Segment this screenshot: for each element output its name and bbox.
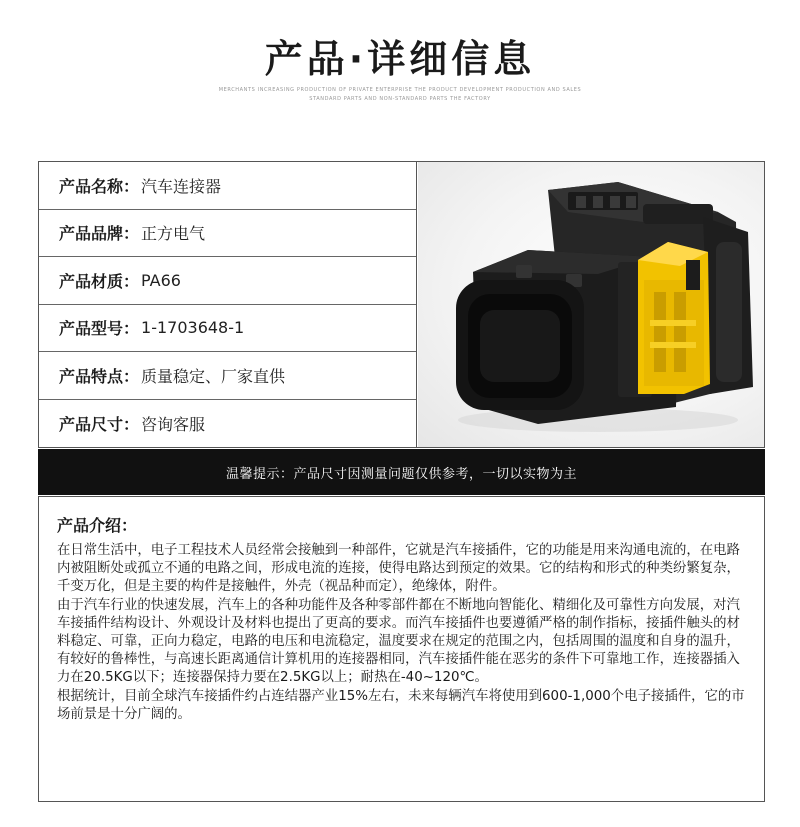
spec-label: 产品名称： — [59, 176, 140, 196]
spec-row-size — [39, 400, 416, 448]
spec-value: 1-1703648-1 — [141, 318, 245, 338]
spec-row-model — [39, 305, 416, 353]
connector-illustration — [418, 162, 764, 447]
spec-value: PA66 — [141, 270, 181, 290]
page-subtitle — [0, 86, 800, 104]
spec-label: 产品尺寸： — [59, 414, 140, 434]
intro-paragraph: 由于汽车行业的快速发展，汽车上的各种功能件及各种零部件都在不断地向智能化、精细化及可靠性方向发展，对汽车接插件结构设计、外观设计及材料也提出了更高的要求。而汽车接插件也要遵循严格的制作指标，接插件触头的材料稳定、可靠，正向力稳定，电路的电压和电流稳定，温度要求在规定的范围之内，包括周围的温度和自身的温升，有较好的鲁棒性，与高速长距离通信计算机用的连接器相同，汽车接插件能在恶劣的条件下可靠地工作，连接器插入力在20.5KG以下；连接器保持力要在2.5KG以上；耐热在-40~120℃。 — [57, 597, 740, 686]
spec-row-name — [39, 162, 416, 210]
page-title: 产品·详细信息 — [264, 37, 536, 81]
spec-label: 产品型号： — [59, 319, 140, 339]
spec-row-brand — [39, 210, 416, 258]
spec-value: 汽车连接器 — [141, 176, 222, 196]
spec-value: 正方电气 — [141, 224, 206, 244]
intro-heading: 产品介绍： — [57, 516, 138, 535]
intro-paragraph: 在日常生活中，电子工程技术人员经常会接触到一种部件，它就是汽车接插件，它的功能是用来沟通电流的，在电路内被阻断处或孤立不通的电路之间，形成电流的连接，使得电路达到预定的效果。它的结构和形式的种类纷繁复杂，千变万化，但是主要的构件是接触件，外壳（视品种而定），绝缘体，附件。 — [57, 543, 740, 595]
spec-table — [39, 162, 417, 447]
intro-paragraph: 根据统计，目前全球汽车接插件约占连结器产业15%左右，未来每辆汽车将使用到600-1,000个电子接插件，它的市场前景是十分广阔的。 — [57, 688, 745, 722]
spec-value: 咨询客服 — [141, 414, 206, 434]
spec-label: 产品品牌： — [59, 224, 140, 244]
spec-row-features — [39, 352, 416, 400]
spec-label: 产品材质： — [59, 271, 140, 291]
subtitle-line-2: STANDARD PARTS AND NON-STANDARD PARTS THE FACTORY — [309, 96, 491, 102]
subtitle-line-1: MERCHANTS INCREASING PRODUCTION OF PRIVATE ENTERPRISE THE PRODUCT DEVELOPMENT PRODUCTION AND SALES — [218, 87, 582, 93]
spec-label: 产品特点： — [59, 366, 140, 386]
spec-value: 质量稳定、厂家直供 — [141, 366, 286, 386]
product-photo — [418, 162, 764, 447]
spec-row-material — [39, 257, 416, 305]
intro-section — [38, 496, 765, 802]
spec-section — [38, 161, 765, 448]
notice-banner: 温馨提示：产品尺寸因测量问题仅供参考，一切以实物为主 — [38, 449, 765, 495]
